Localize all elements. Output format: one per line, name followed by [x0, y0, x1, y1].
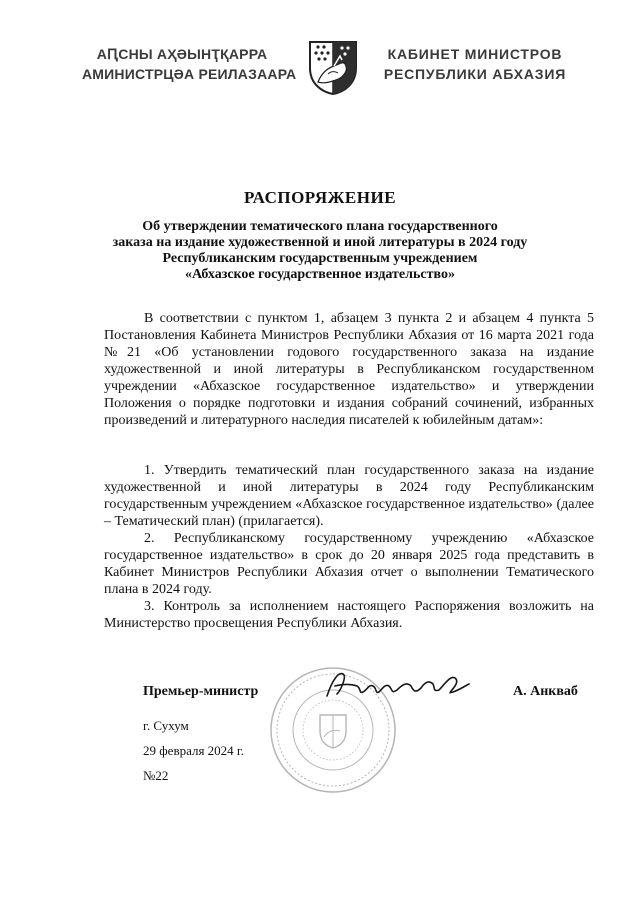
preamble-paragraph: В соответствии с пунктом 1, абзацем 3 пункта 2 и абзацем 4 пункта 5 Постановления Кабинета Министров Республики Абхазия от 16 марта 2021 года №21 «Об установлении годового государственного заказа на издание художественной и иной литературы в Республиканском государственном учреждении «Абхазское государственное издательство» и утверждении Положения о порядке подготовки и издания собраний сочинений, избранных произведений и литературного наследия писателей к юбилейным датам»: [104, 311, 594, 428]
signatory-position: Премьер-министр [143, 684, 259, 699]
item-paragraph-3: 3. Контроль за исполнением настоящего Распоряжения возложить на Министерство просвещения Республики Абхазия. [104, 599, 594, 631]
header-russian [380, 44, 570, 84]
document-subtitle [100, 219, 540, 283]
document-date: 29 февраля 2024 г. [143, 743, 245, 758]
header-abkhaz [82, 44, 297, 84]
subtitle-line: заказа на издание художественной и иной литературы в 2024 году [112, 235, 528, 250]
preamble-section [104, 310, 594, 429]
handwritten-signature-icon [323, 668, 473, 702]
header-russian-line1: КАБИНЕТ МИНИСТРОВ [387, 46, 563, 62]
document-title: РАСПОРЯЖЕНИЕ [243, 188, 397, 207]
item-paragraph-1: 1. Утвердить тематический план государственного заказа на издание художественной и иной литературы в 2024 году Республиканским государственным учреждением «Абхазское государственное издательство» (далее – Тематический план) (прилагается). [104, 463, 594, 529]
abkhazia-emblem-icon [304, 38, 362, 96]
document-city: г. Сухум [143, 718, 189, 733]
subtitle-line: «Абхазское государственное издательство» [185, 267, 455, 282]
document-number: №22 [143, 768, 169, 783]
signatory-name: А. Анкваб [513, 684, 578, 699]
header-abkhaz-line2: АМИНИСТРЦӘА РЕИЛАЗААРА [82, 66, 297, 82]
subtitle-line: Об утверждении тематического плана государственного [142, 219, 498, 234]
item-paragraph-2: 2. Республиканскому государственному учреждению «Абхазское государственное издательство» в срок до 20 января 2025 года представить в Кабинет Министров Республики Абхазия отчет о выполнении Тематического плана в 2024 году. [104, 531, 594, 597]
subtitle-line: Республиканским государственным учреждением [162, 251, 478, 266]
items-section [104, 462, 594, 632]
header-russian-line2: РЕСПУБЛИКИ АБХАЗИЯ [383, 66, 567, 82]
header-abkhaz-line1: АԤСНЫ АҲӘЫНҬҚАРРА [96, 46, 268, 62]
